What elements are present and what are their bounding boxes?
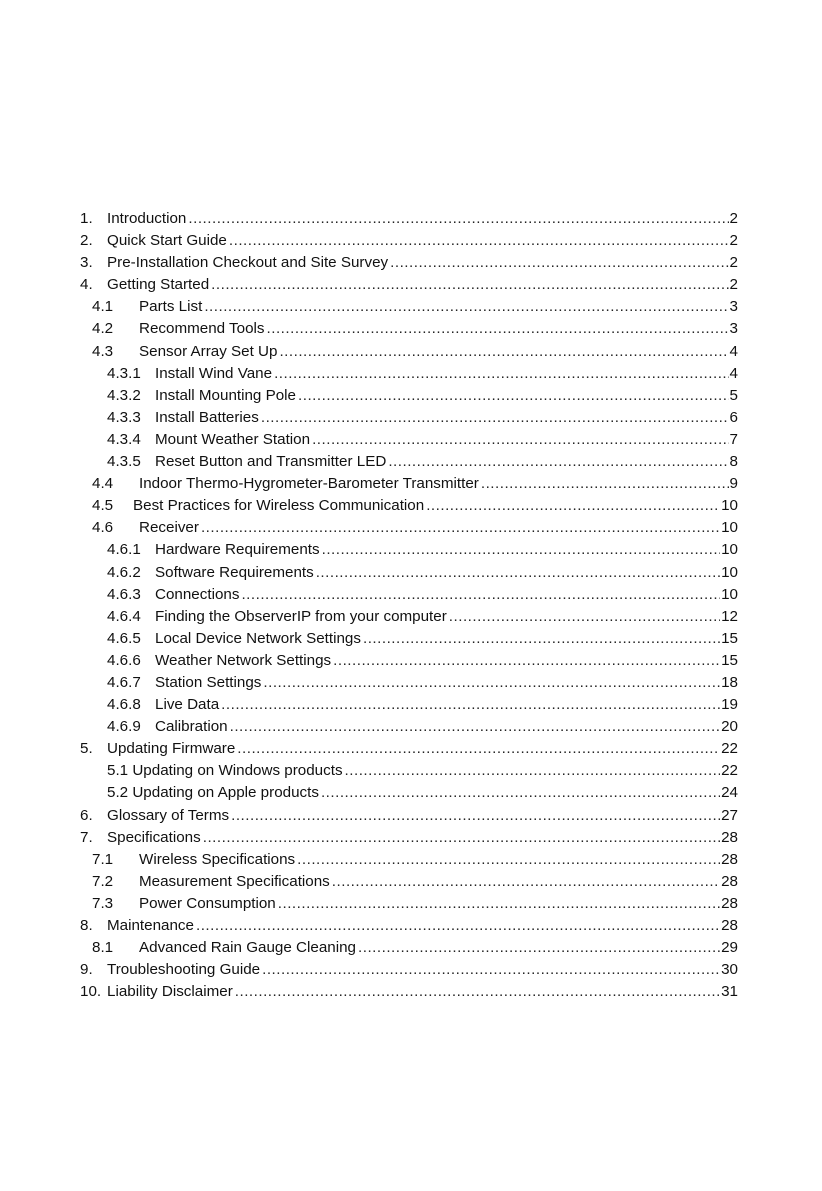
toc-entry-title: Liability Disclaimer xyxy=(107,983,233,1001)
toc-entry-page: 8 xyxy=(729,453,738,471)
toc-entry-title: Pre-Installation Checkout and Site Survey xyxy=(107,254,389,272)
toc-entry[interactable] xyxy=(80,274,738,296)
toc-entry[interactable] xyxy=(80,584,738,606)
dot-leader xyxy=(312,429,728,451)
toc-entry[interactable] xyxy=(80,760,738,782)
toc-entry-number: 4.6.3 xyxy=(107,585,141,603)
toc-entry-page: 28 xyxy=(721,850,738,868)
toc-entry-page: 30 xyxy=(721,961,738,979)
toc-entry-page: 19 xyxy=(721,696,738,714)
toc-entry-title: 5.1 Updating on Windows products xyxy=(107,762,343,780)
toc-entry-title: Wireless Specifications xyxy=(139,850,296,868)
dot-leader xyxy=(358,937,720,959)
toc-entry-number: 5. xyxy=(80,740,93,758)
toc-entry-number: 4. xyxy=(80,276,93,294)
toc-entry-page: 2 xyxy=(729,210,738,227)
dot-leader xyxy=(267,318,729,340)
dot-leader xyxy=(332,871,720,893)
toc-entry-title: Measurement Specifications xyxy=(139,872,330,890)
toc-entry[interactable] xyxy=(80,606,738,628)
dot-leader xyxy=(230,716,720,738)
toc-entry[interactable] xyxy=(80,562,738,584)
dot-leader xyxy=(262,959,720,981)
dot-leader xyxy=(316,562,720,584)
toc-entry-number: 8.1 xyxy=(92,939,114,957)
toc-entry-number: 6. xyxy=(80,806,93,824)
toc-entry-title: Finding the ObserverIP from your computer xyxy=(155,607,447,625)
toc-entry[interactable] xyxy=(80,805,738,827)
toc-entry[interactable] xyxy=(80,363,738,385)
toc-entry-number: 7.2 xyxy=(92,872,114,890)
toc-entry[interactable] xyxy=(80,871,738,893)
toc-entry-number: 7. xyxy=(80,828,93,846)
toc-entry[interactable] xyxy=(80,230,738,252)
toc-entry-page: 31 xyxy=(721,983,738,1001)
dot-leader xyxy=(333,650,720,672)
dot-leader xyxy=(241,584,720,606)
toc-entry[interactable] xyxy=(80,517,738,539)
toc-entry-page: 15 xyxy=(721,651,738,669)
toc-entry-page: 29 xyxy=(721,939,738,957)
toc-entry-number: 4.6.6 xyxy=(107,651,141,669)
toc-entry-number: 4.6.7 xyxy=(107,673,141,691)
toc-entry[interactable] xyxy=(80,672,738,694)
toc-entry-title: Install Mounting Pole xyxy=(155,386,296,404)
toc-entry-page: 28 xyxy=(721,894,738,912)
toc-entry[interactable] xyxy=(80,429,738,451)
toc-entry-page: 22 xyxy=(721,740,738,758)
toc-entry-number: 4.6 xyxy=(92,519,114,537)
toc-entry-page: 28 xyxy=(721,917,738,934)
dot-leader xyxy=(388,451,728,473)
toc-entry-number: 7.1 xyxy=(92,850,114,868)
toc-entry-number: 4.5 xyxy=(92,497,114,515)
toc-entry[interactable] xyxy=(80,473,738,495)
toc-entry-page: 10 xyxy=(721,563,738,581)
dot-leader xyxy=(203,827,720,849)
toc-entry-number: 3. xyxy=(80,254,93,272)
toc-entry-title: Recommend Tools xyxy=(139,320,265,338)
toc-entry-title: Live Data xyxy=(155,696,220,714)
toc-entry-page: 10 xyxy=(721,497,738,515)
toc-entry-page: 3 xyxy=(729,298,738,316)
toc-entry-title: Maintenance xyxy=(107,917,194,934)
dot-leader xyxy=(481,473,729,495)
toc-entry-number: 4.6.5 xyxy=(107,629,141,647)
toc-entry-title: Indoor Thermo-Hygrometer-Barometer Transmitter xyxy=(139,475,479,493)
dot-leader xyxy=(201,517,720,539)
dot-leader xyxy=(231,805,720,827)
dot-leader xyxy=(297,849,720,871)
toc-entry-number: 4.3.1 xyxy=(107,364,141,382)
toc-entry-number: 4.3.4 xyxy=(107,430,141,448)
toc-entry-page: 28 xyxy=(721,872,738,890)
toc-entry-page: 4 xyxy=(729,342,738,360)
dot-leader xyxy=(345,760,721,782)
toc-entry-number: 8. xyxy=(80,917,93,934)
toc-entry-page: 4 xyxy=(729,364,738,382)
toc-entry-number: 7.3 xyxy=(92,894,114,912)
toc-entry-title: Hardware Requirements xyxy=(155,541,320,559)
toc-entry[interactable] xyxy=(80,782,738,804)
table-of-contents xyxy=(80,208,738,1003)
toc-entry-page: 18 xyxy=(721,673,738,691)
dot-leader xyxy=(229,230,729,252)
toc-entry-number: 4.3 xyxy=(92,342,114,360)
dot-leader xyxy=(211,274,728,296)
toc-entry[interactable] xyxy=(80,893,738,915)
dot-leader xyxy=(188,208,728,230)
toc-entry-page: 6 xyxy=(729,408,738,426)
toc-entry[interactable] xyxy=(80,738,738,760)
toc-entry-title: Parts List xyxy=(139,298,203,316)
toc-entry[interactable] xyxy=(80,539,738,561)
toc-entry-title: Best Practices for Wireless Communication xyxy=(133,497,425,515)
toc-entry-title: Power Consumption xyxy=(139,894,276,912)
toc-entry-number: 9. xyxy=(80,961,93,979)
toc-entry-page: 15 xyxy=(721,629,738,647)
toc-entry-title: Connections xyxy=(155,585,240,603)
toc-entry-title: Mount Weather Station xyxy=(155,430,311,448)
dot-leader xyxy=(321,782,720,804)
toc-entry-title: Install Wind Vane xyxy=(155,364,273,382)
toc-entry-title: Introduction xyxy=(107,210,187,227)
toc-entry-title: Software Requirements xyxy=(155,563,314,581)
toc-entry-title: Updating Firmware xyxy=(107,740,236,758)
toc-entry-number: 4.6.1 xyxy=(107,541,141,559)
toc-entry-page: 28 xyxy=(721,828,738,846)
toc-entry[interactable] xyxy=(80,385,738,407)
toc-entry-title: Advanced Rain Gauge Cleaning xyxy=(139,939,356,957)
dot-leader xyxy=(426,495,720,517)
toc-entry[interactable] xyxy=(80,915,738,937)
dot-leader xyxy=(363,628,720,650)
toc-entry-title: Weather Network Settings xyxy=(155,651,332,669)
toc-entry-page: 3 xyxy=(729,320,738,338)
toc-entry-number: 4.6.2 xyxy=(107,563,141,581)
toc-entry-title: Troubleshooting Guide xyxy=(107,961,261,979)
toc-entry-title: Receiver xyxy=(139,519,199,537)
dot-leader xyxy=(298,385,729,407)
toc-entry-title: Specifications xyxy=(107,828,201,846)
toc-entry-title: Reset Button and Transmitter LED xyxy=(155,453,387,471)
toc-entry[interactable] xyxy=(80,296,738,318)
toc-entry-number: 4.2 xyxy=(92,320,114,338)
toc-entry-page: 2 xyxy=(729,232,738,250)
dot-leader xyxy=(449,606,720,628)
toc-entry-number: 4.6.9 xyxy=(107,718,141,736)
toc-entry-page: 10 xyxy=(721,585,738,603)
dot-leader xyxy=(263,672,720,694)
toc-entry-page: 2 xyxy=(729,276,738,294)
toc-entry-number: 4.3.3 xyxy=(107,408,141,426)
toc-entry[interactable] xyxy=(80,495,738,517)
dot-leader xyxy=(261,407,729,429)
toc-entry-page: 20 xyxy=(721,718,738,736)
dot-leader xyxy=(204,296,728,318)
toc-entry-title: Station Settings xyxy=(155,673,262,691)
toc-entry-page: 10 xyxy=(721,519,738,537)
toc-entry[interactable] xyxy=(80,981,738,1003)
toc-entry-title: 5.2 Updating on Apple products xyxy=(107,784,319,802)
toc-entry[interactable] xyxy=(80,937,738,959)
toc-entry[interactable] xyxy=(80,451,738,473)
dot-leader xyxy=(390,252,728,274)
toc-entry-title: Glossary of Terms xyxy=(107,806,230,824)
toc-entry-number: 4.6.8 xyxy=(107,696,141,714)
toc-entry-page: 24 xyxy=(721,784,738,802)
toc-entry-title: Install Batteries xyxy=(155,408,259,426)
toc-entry-number: 4.1 xyxy=(92,298,114,316)
dot-leader xyxy=(196,915,720,937)
toc-entry[interactable] xyxy=(80,318,738,340)
toc-entry[interactable] xyxy=(80,341,738,363)
toc-entry-page: 10 xyxy=(721,541,738,559)
toc-entry-title: Local Device Network Settings xyxy=(155,629,361,647)
toc-entry[interactable] xyxy=(80,208,738,230)
toc-entry-number: 4.6.4 xyxy=(107,607,141,625)
toc-entry-page: 12 xyxy=(721,607,738,625)
toc-entry-title: Calibration xyxy=(155,718,228,736)
dot-leader xyxy=(274,363,728,385)
toc-entry-page: 7 xyxy=(729,430,738,448)
toc-entry-number: 10. xyxy=(80,983,102,1001)
toc-entry-page: 2 xyxy=(729,254,738,272)
toc-entry-title: Sensor Array Set Up xyxy=(139,342,278,360)
dot-leader xyxy=(279,341,728,363)
toc-entry-page: 22 xyxy=(721,762,738,780)
toc-entry[interactable] xyxy=(80,959,738,981)
toc-entry-number: 2. xyxy=(80,232,93,250)
dot-leader xyxy=(237,738,720,760)
toc-entry-page: 9 xyxy=(729,475,738,493)
dot-leader xyxy=(322,539,720,561)
toc-entry[interactable] xyxy=(80,407,738,429)
toc-entry-title: Getting Started xyxy=(107,276,210,294)
dot-leader xyxy=(235,981,720,1003)
toc-entry-page: 27 xyxy=(721,806,738,824)
toc-entry-number: 1. xyxy=(80,210,93,227)
toc-entry[interactable] xyxy=(80,628,738,650)
toc-entry[interactable] xyxy=(80,849,738,871)
toc-entry-page: 5 xyxy=(729,386,738,404)
toc-entry[interactable] xyxy=(80,694,738,716)
toc-entry[interactable] xyxy=(80,827,738,849)
toc-entry-number: 4.3.5 xyxy=(107,453,141,471)
dot-leader xyxy=(221,694,720,716)
toc-entry[interactable] xyxy=(80,716,738,738)
toc-entry-title: Quick Start Guide xyxy=(107,232,227,250)
toc-entry-number: 4.4 xyxy=(92,475,114,493)
dot-leader xyxy=(278,893,720,915)
toc-entry[interactable] xyxy=(80,252,738,274)
toc-entry[interactable] xyxy=(80,650,738,672)
toc-entry-number: 4.3.2 xyxy=(107,386,141,404)
